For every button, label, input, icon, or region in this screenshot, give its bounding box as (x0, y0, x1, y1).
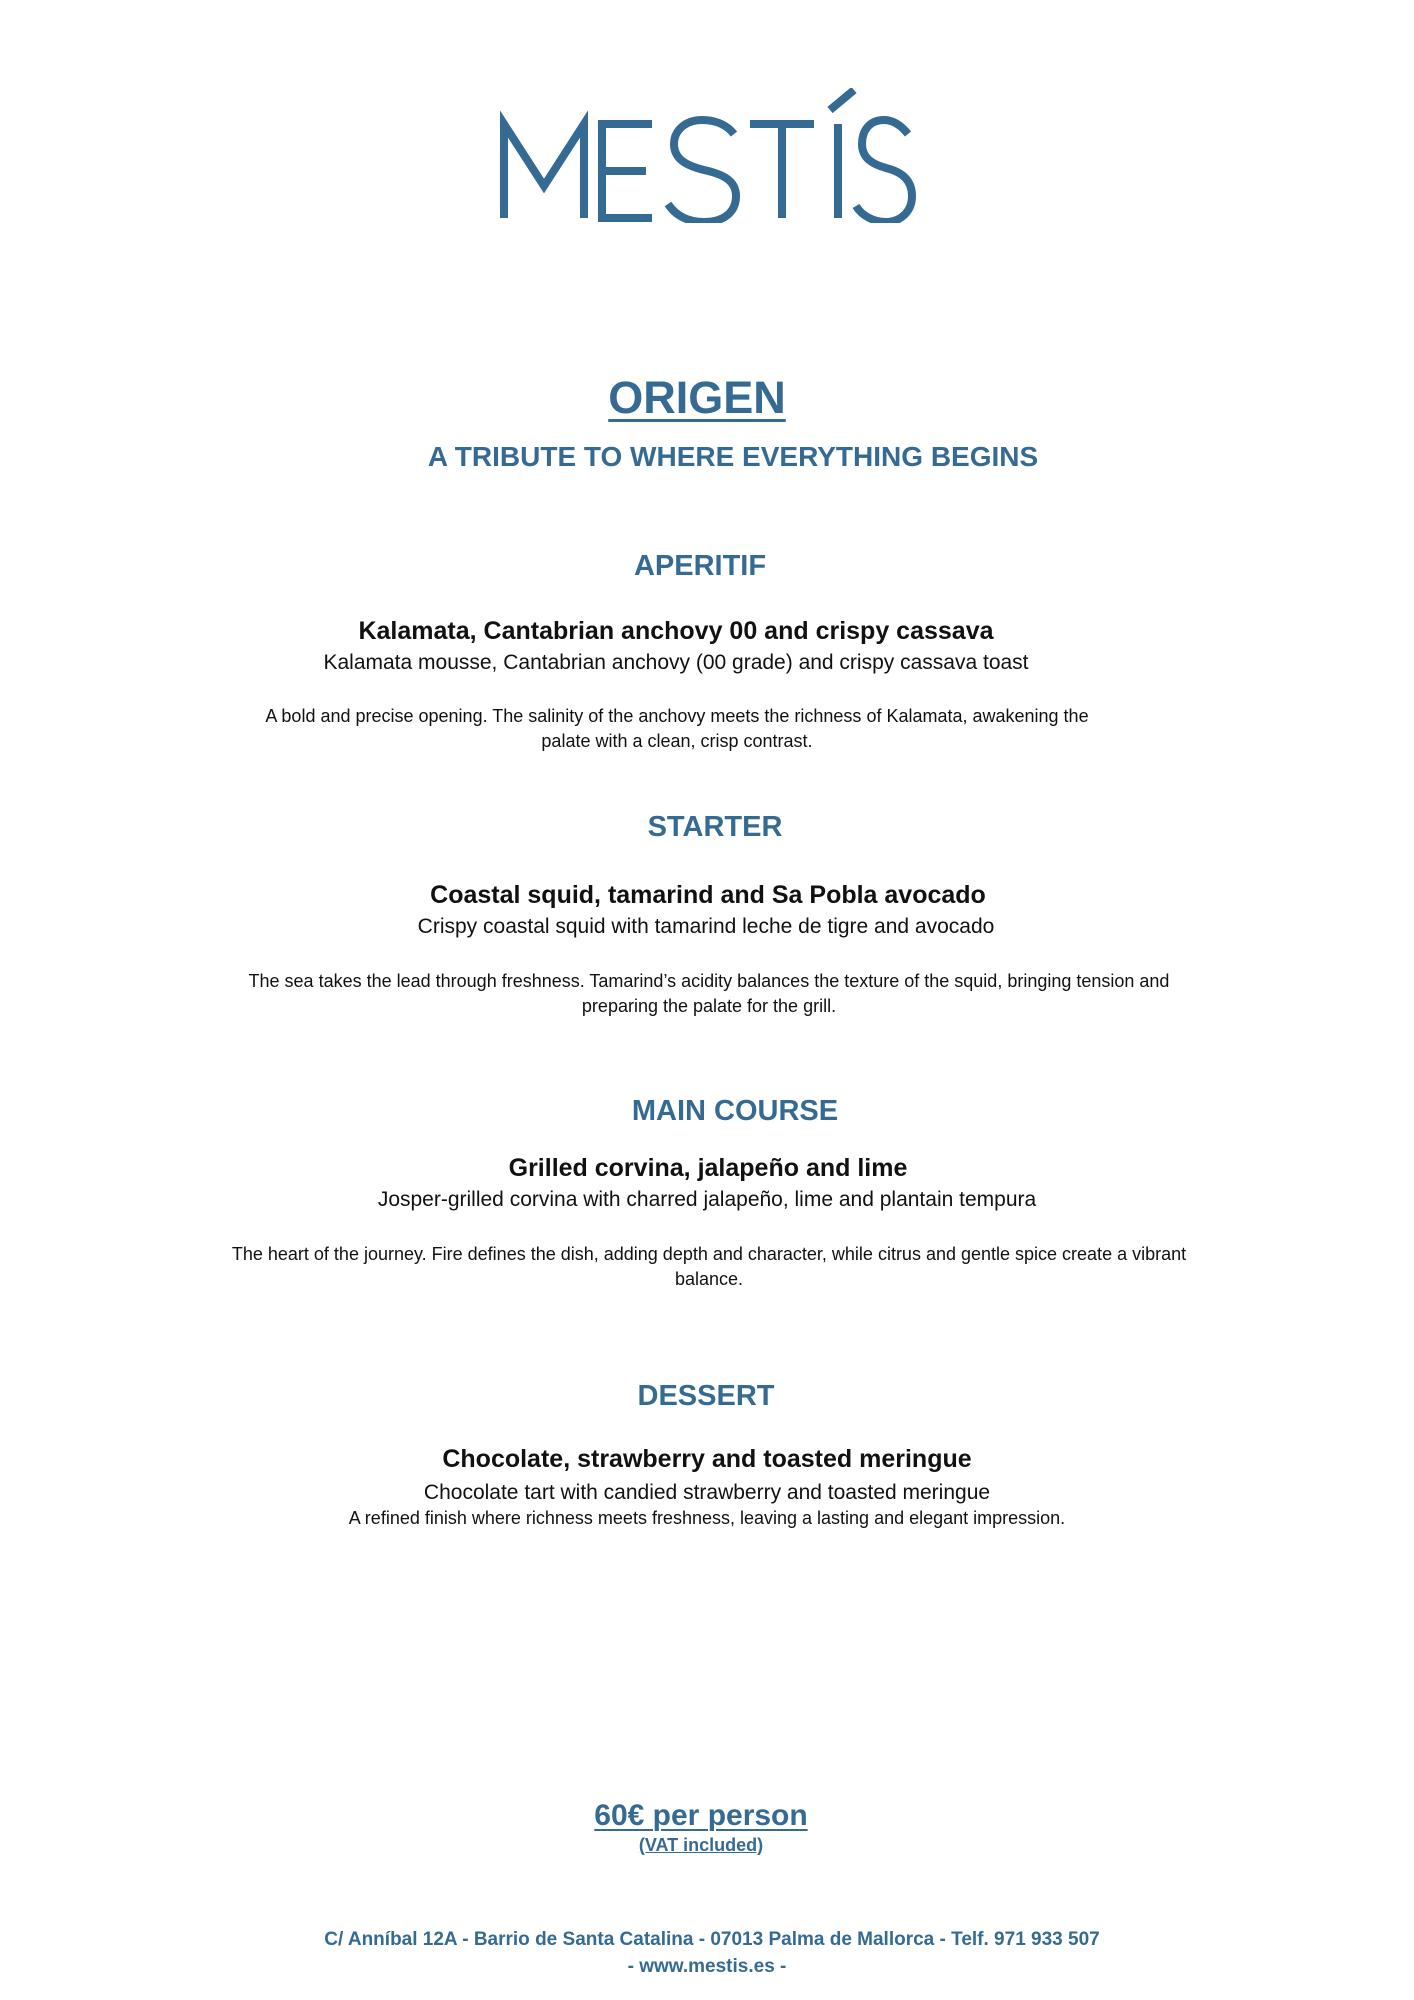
dish-name: Coastal squid, tamarind and Sa Pobla avocado (430, 881, 986, 909)
dish-note-line: The sea takes the lead through freshness. Tamarind’s acidity balances the texture of the squid, bringing tension and (248, 971, 1170, 991)
dish-name: Chocolate, strawberry and toasted meringue (442, 1445, 972, 1473)
dish-note-line: balance. (674, 1269, 744, 1289)
footer-website: - www.mestis.es - (627, 1956, 787, 1977)
dish-note-line: A bold and precise opening. The salinity of the anchovy meets the richness of Kalamata, awakening the (265, 706, 1089, 726)
menu-title: ORIGEN (608, 372, 786, 423)
section-heading-main-course: MAIN COURSE (631, 1095, 839, 1127)
dish-description: Chocolate tart with candied strawberry and toasted meringue (423, 1481, 991, 1504)
dish-description: Kalamata mousse, Cantabrian anchovy (00 grade) and crispy cassava toast (323, 651, 1029, 674)
dish-name: Kalamata, Cantabrian anchovy 00 and crispy cassava (358, 617, 994, 645)
section-heading-starter: STARTER (647, 811, 783, 843)
vat-note: (VAT included) (638, 1835, 764, 1855)
price-per-person: 60€ per person (594, 1799, 808, 1832)
section-heading-aperitif: APERITIF (633, 550, 767, 582)
section-heading-dessert: DESSERT (637, 1380, 775, 1412)
dish-name: Grilled corvina, jalapeño and lime (508, 1154, 908, 1182)
dish-note-line: palate with a clean, crisp contrast. (541, 731, 813, 751)
dish-description: Crispy coastal squid with tamarind leche de tigre and avocado (417, 915, 995, 938)
menu-subtitle: A TRIBUTE TO WHERE EVERYTHING BEGINS (427, 441, 1039, 472)
footer-address: C/ Anníbal 12A - Barrio de Santa Catalina - 07013 Palma de Mallorca - Telf. 971 933 507 (324, 1929, 1100, 1950)
dish-description: Josper-grilled corvina with charred jalapeño, lime and plantain tempura (377, 1188, 1037, 1211)
dish-note-line: preparing the palate for the grill. (581, 996, 837, 1016)
dish-note-line: A refined finish where richness meets freshness, leaving a lasting and elegant impression. (348, 1508, 1066, 1528)
mestis-logo (498, 88, 923, 223)
dish-note-line: The heart of the journey. Fire defines the dish, adding depth and character, while citrus and gentle spice create a vibrant (231, 1244, 1187, 1264)
